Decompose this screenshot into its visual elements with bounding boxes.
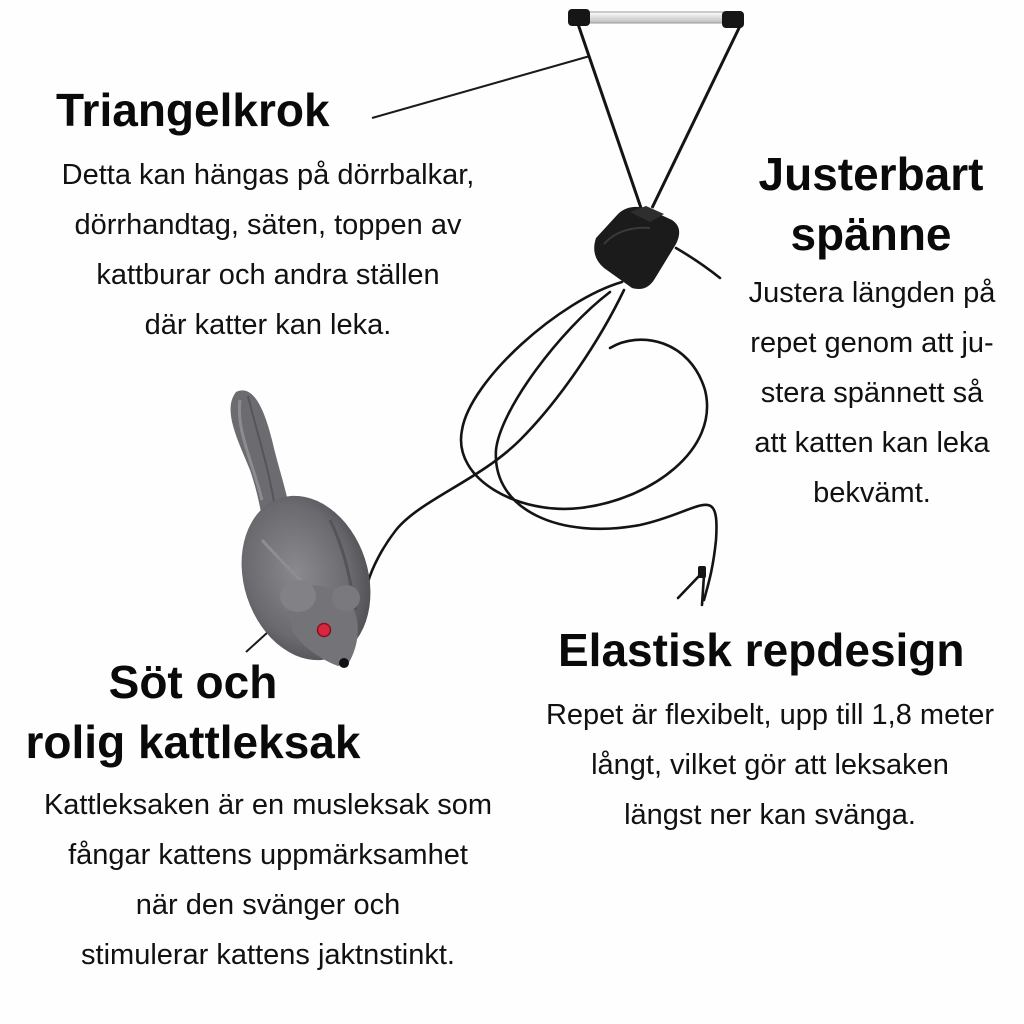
rope-description-line: längst ner kan svänga. xyxy=(624,799,916,831)
hook-description-line: Detta kan hängas på dörrbalkar, xyxy=(61,159,475,191)
hook-cap-left xyxy=(568,9,590,26)
mouse-toy xyxy=(221,390,391,677)
mouse-description-line: Kattleksaken är en musleksak som xyxy=(43,789,493,821)
mouse-description xyxy=(14,780,522,980)
mouse-title-line: Söt och xyxy=(108,656,278,708)
buckle-title-line: Justerbart xyxy=(758,148,984,200)
mouse-description-line: fångar kattens uppmärksamhet xyxy=(68,839,468,871)
buckle-description-line: stera spännett så xyxy=(760,377,984,409)
hook-rod xyxy=(578,12,736,23)
hook-description-line: dörrhandtag, säten, toppen av xyxy=(74,209,462,241)
mouse-eye xyxy=(318,624,331,637)
hook-description-line: kattburar och andra ställen xyxy=(96,259,440,291)
hook-cord-left xyxy=(578,24,641,208)
mouse-title xyxy=(18,652,368,772)
buckle-description-line: bekvämt. xyxy=(813,477,931,509)
buckle-title xyxy=(740,144,1002,264)
mouse-description-line: stimulerar kattens jaktnstinkt. xyxy=(81,939,455,971)
triangle-hook xyxy=(568,9,744,208)
hook-description xyxy=(18,150,518,350)
leader-line-hook xyxy=(372,56,590,118)
hook-description-line: där katter kan leka. xyxy=(144,309,392,341)
rope-description xyxy=(516,690,1024,840)
hook-cap-right xyxy=(722,11,744,28)
rope-title: Elastisk repdesign xyxy=(558,624,965,676)
mouse-description-line: när den svänger och xyxy=(135,889,401,921)
buckle-title-line: spänne xyxy=(790,208,952,260)
rope-description-line: långt, vilket gör att leksaken xyxy=(591,749,949,781)
hook-cord-right xyxy=(652,26,740,208)
buckle-description-line: att katten kan leka xyxy=(754,427,990,459)
rope-description-line: Repet är flexibelt, upp till 1,8 meter xyxy=(545,699,995,731)
buckle-description-line: Justera längden på xyxy=(748,277,996,309)
buckle-description xyxy=(720,268,1024,518)
adjustable-buckle xyxy=(594,206,679,289)
mouse-title-line: rolig kattleksak xyxy=(25,716,361,768)
buckle-description-line: repet genom att ju- xyxy=(750,327,994,359)
hook-title: Triangelkrok xyxy=(56,84,330,136)
